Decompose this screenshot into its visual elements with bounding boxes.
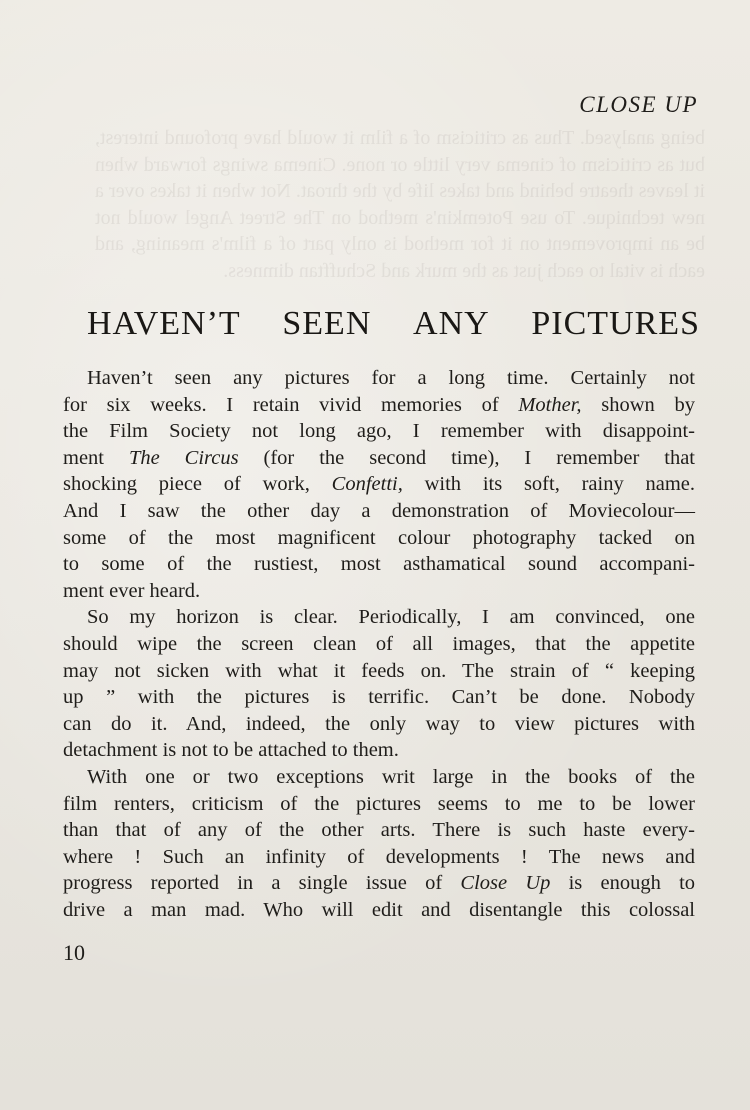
text-line: And I saw the other day a demonstration of Moviecolour—: [63, 499, 695, 522]
text-line: ment ever heard.: [63, 579, 201, 602]
article-title: [87, 305, 700, 343]
italic-title: Mother,: [518, 393, 582, 416]
text-line: Haven’t seen any pictures for a long time. Certainly not: [87, 367, 695, 389]
text-line: should wipe the screen clean of all images, that the appetite: [63, 632, 695, 655]
italic-title: Close Up: [460, 872, 551, 895]
show-through-text: being analysed. Thus as criticism of a film it would have profound interest, but as criticism of cinema very little or none. Cinema swings forward when it leaves theatre behind and takes life by the throat. Not when it takes over a new technique. To use Potemkin's method on The Street Angel would not be an improvement on it for method is only part of a film's meaning, and each is vital to each just as the murk and Schufftan dimness.: [95, 127, 705, 282]
text-line: With one or two exceptions writ large in the books of the: [87, 765, 695, 788]
text-line: may not sicken with what it feeds on. The strain of “ keeping: [63, 659, 695, 682]
italic-title: Confetti,: [331, 473, 403, 496]
text-line: drive a man mad. Who will edit and disentangle this colossal: [63, 898, 695, 921]
text-line: for six weeks. I retain vivid memories of Mother, shown by: [63, 393, 695, 416]
title-word: PICTURES: [531, 305, 700, 342]
paragraph: [63, 365, 695, 604]
italic-title: The Circus: [128, 446, 239, 469]
text-line: So my horizon is clear. Periodically, I am convinced, one: [87, 606, 695, 629]
title-word: SEEN: [282, 305, 372, 342]
article-body: [63, 365, 695, 923]
text-line: ment The Circus (for the second time), I remember that: [63, 446, 695, 469]
title-word: HAVEN’T: [87, 305, 241, 342]
text-line: film renters, criticism of the pictures seems to me to be lower: [63, 792, 695, 815]
running-head: CLOSE UP: [579, 92, 698, 117]
text-line: some of the most magnificent colour photography tacked on: [63, 526, 695, 549]
text-line: progress reported in a single issue of Close Up is enough to: [63, 872, 696, 895]
text-line: than that of any of the other arts. There is such haste every-: [63, 819, 695, 842]
paragraph: [63, 764, 695, 924]
text-line: up ” with the pictures is terrific. Can’t be done. Nobody: [63, 686, 695, 709]
text-line: the Film Society not long ago, I remember with disappoint-: [63, 420, 695, 443]
text-line: where ! Such an infinity of developments ! The news and: [63, 845, 695, 868]
text-line: to some of the rustiest, most asthamatical sound accompani-: [63, 553, 695, 576]
paragraph: [63, 604, 695, 764]
text-line: shocking piece of work, Confetti, with its soft, rainy name.: [63, 473, 695, 496]
text-line: can do it. And, indeed, the only way to view pictures with: [63, 712, 695, 735]
page-number: 10: [63, 940, 85, 965]
text-line: detachment is not to be attached to them.: [63, 739, 399, 762]
title-word: ANY: [413, 305, 490, 342]
